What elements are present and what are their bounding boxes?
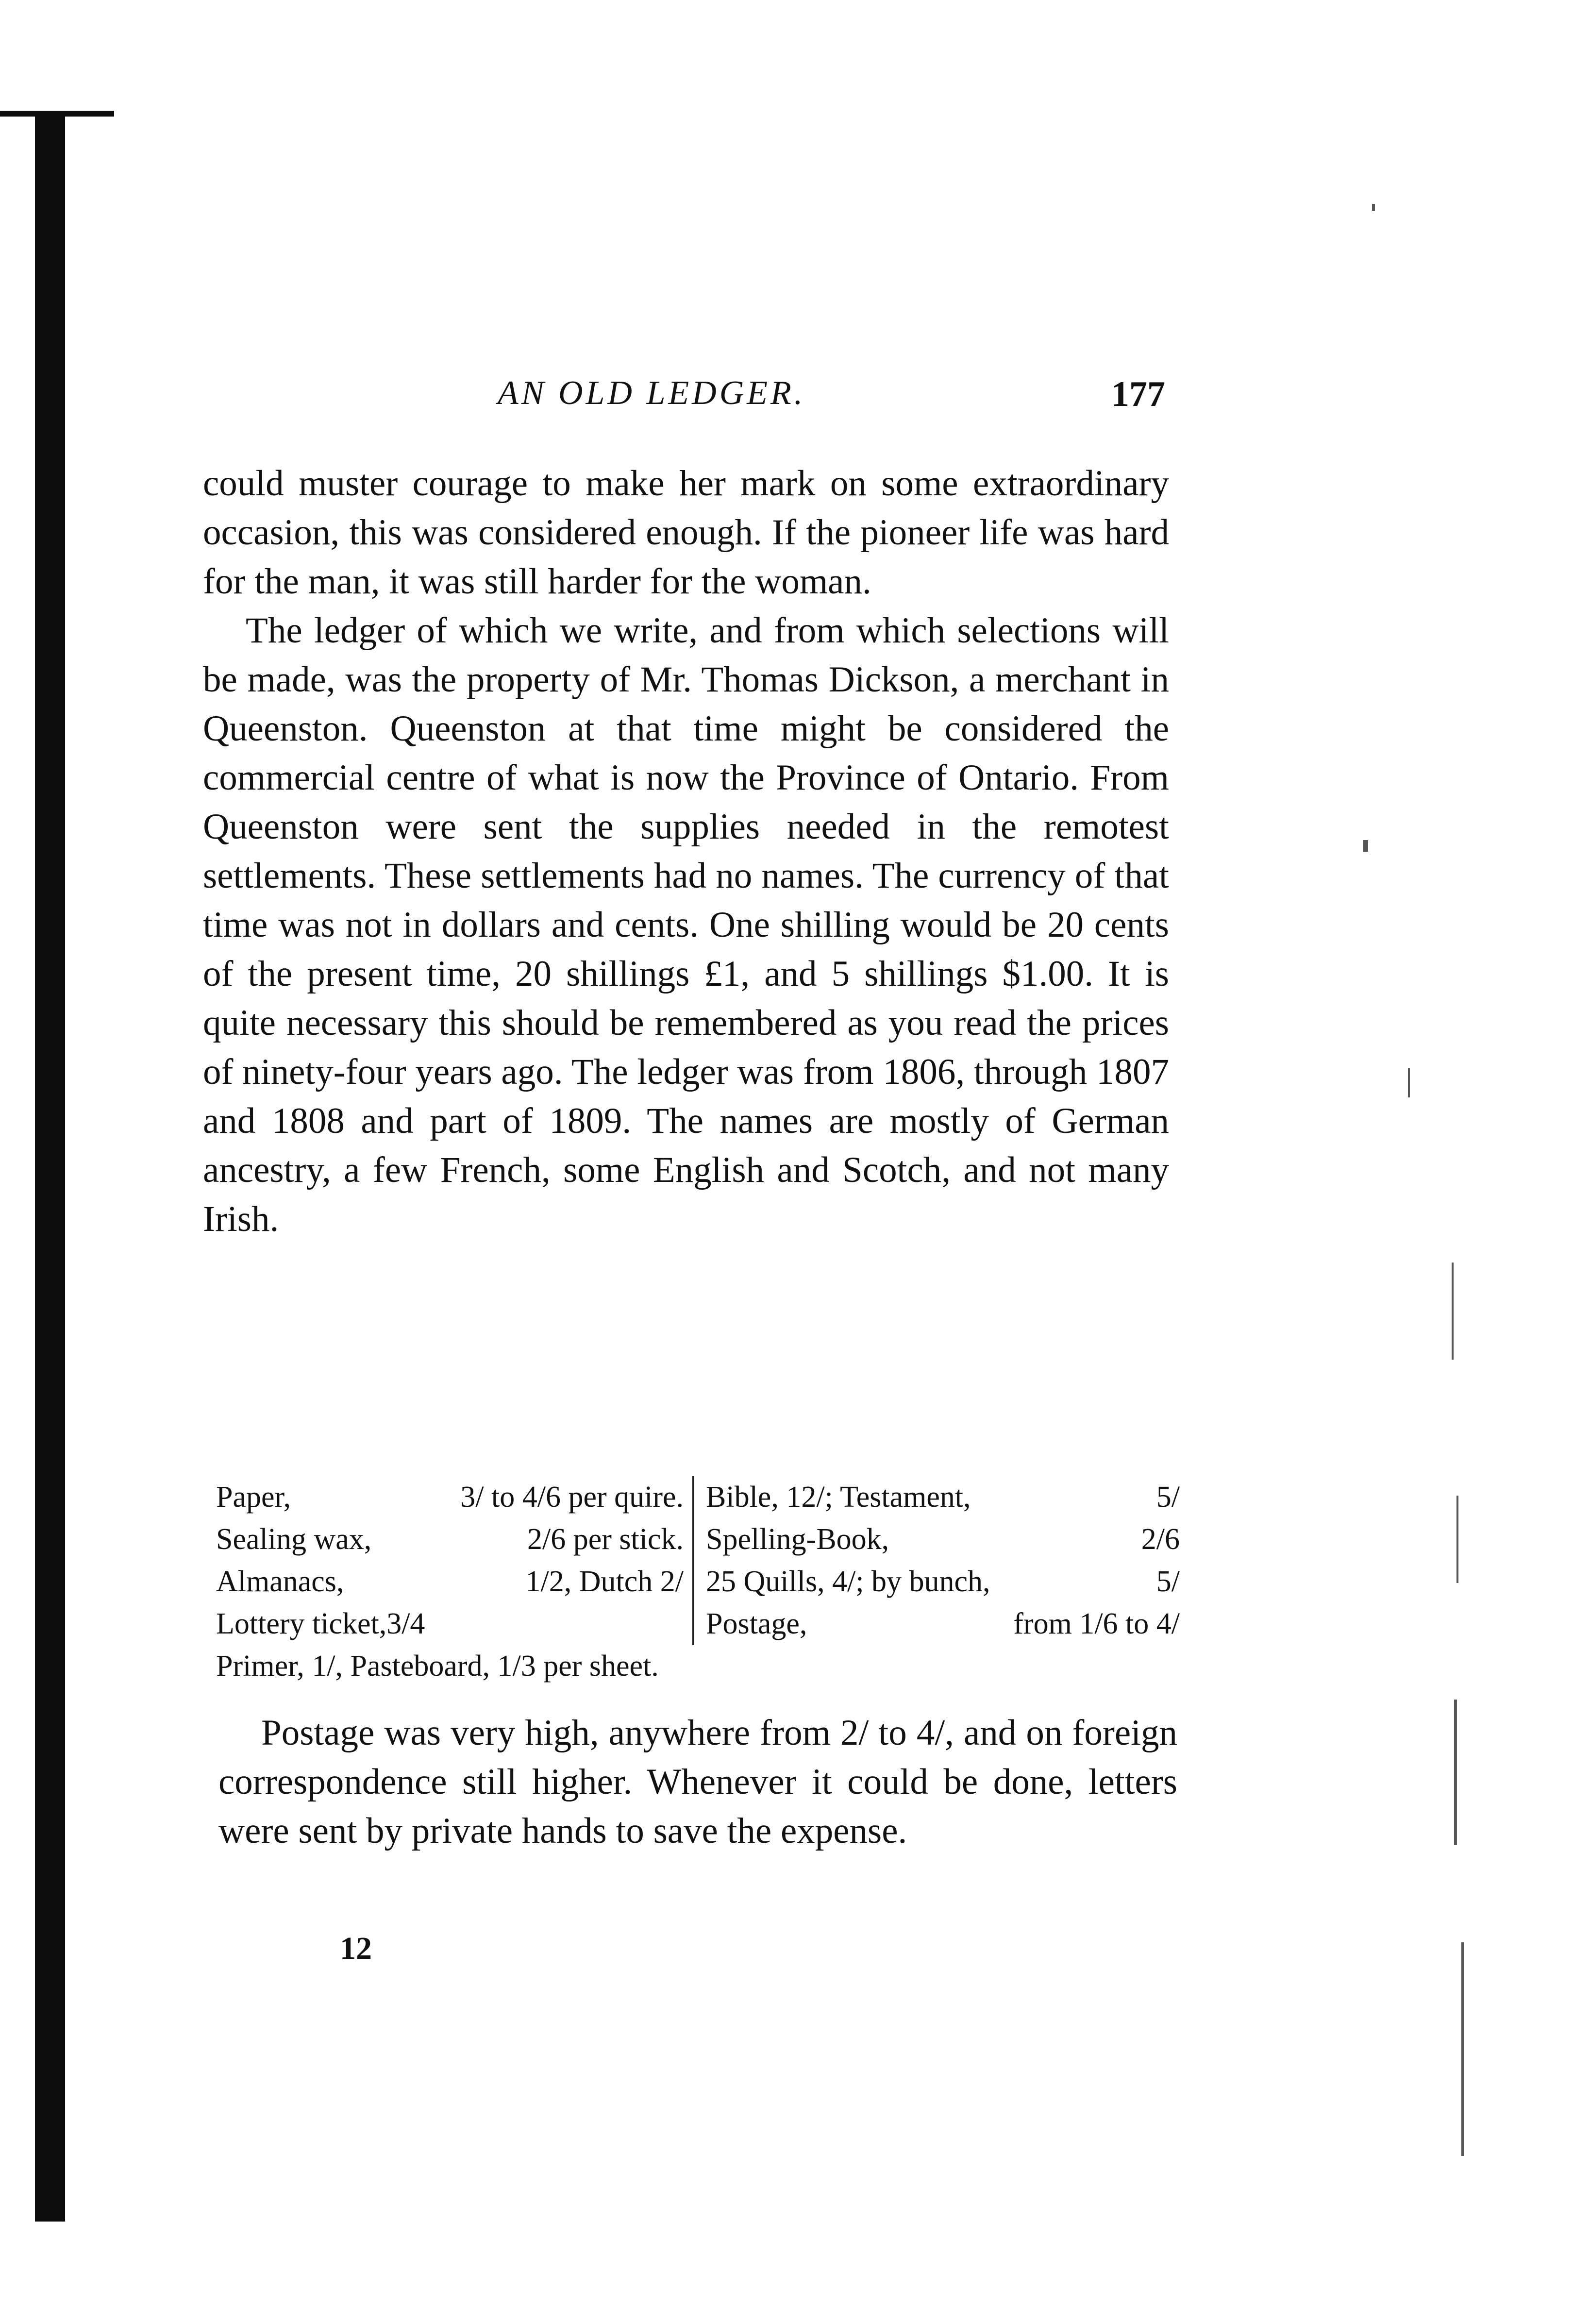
price-row: [706, 1518, 1180, 1561]
price-footer: Primer, 1/, Pasteboard, 1/3 per sheet.: [216, 1650, 659, 1683]
price-value: 5/: [1156, 1565, 1180, 1598]
price-value: 2/6: [1141, 1523, 1180, 1556]
body-text: [203, 459, 1169, 1244]
price-row: [216, 1603, 684, 1645]
price-value: 2/6 per stick.: [527, 1523, 684, 1556]
price-value: from 1/6 to 4/: [1013, 1607, 1180, 1640]
closing-text: [218, 1708, 1177, 1855]
price-item: Postage,: [706, 1607, 807, 1640]
price-row: [706, 1561, 1180, 1603]
price-row: [706, 1603, 1180, 1645]
paragraph: The ledger of which we write, and from which selections will be made, was the property of Mr. Thomas Dickson, a merchant in Queenston. Queenston at that time might be considered the commercial centre of what is now the Province of Ontario. From Queenston were sent the supplies needed in the remotest settlements. These settlements had no names. The currency of that time was not in dollars and cents. One shilling would be 20 cents of the present time, 20 shillings £1, and 5 shillings $1.00. It is quite necessary this should be remembered as you read the prices of ninety-four years ago. The ledger was from 1806, through 1807 and 1808 and part of 1809. The names are mostly of German ancestry, a few French, some English and Scotch, and not many Irish.: [203, 610, 1169, 1239]
price-row: [216, 1561, 684, 1603]
price-value: 3/ to 4/6 per quire.: [460, 1481, 684, 1514]
signature-mark: 12: [340, 1931, 372, 1966]
price-value: 5/: [1156, 1481, 1180, 1514]
running-title: AN OLD LEDGER.: [498, 374, 806, 412]
binding-edge: [35, 114, 65, 2222]
price-item: Paper,: [216, 1481, 291, 1514]
price-row: [216, 1476, 684, 1518]
price-row: [216, 1518, 684, 1561]
price-column-right: [694, 1476, 1180, 1645]
price-item: Sealing wax,: [216, 1523, 372, 1556]
scan-speck: [1454, 1700, 1457, 1845]
price-item: Spelling-Book,: [706, 1523, 889, 1556]
price-grid: [216, 1476, 1187, 1645]
paragraph: could muster courage to make her mark on some extraordinary occasion, this was considered enough. If the pioneer life was hard for the man, it was still harder for the woman.: [203, 463, 1169, 602]
scan-speck: [1372, 204, 1375, 211]
price-item: Almanacs,: [216, 1565, 344, 1598]
price-item: Bible, 12/; Testament,: [706, 1481, 971, 1514]
paragraph: Postage was very high, anywhere from 2/ to 4/, and on foreign correspondence still higher. Whenever it could be done, letters were sent by private hands to save the expense.: [218, 1713, 1177, 1851]
scan-speck: [1452, 1263, 1454, 1360]
scan-speck: [1461, 1942, 1464, 2156]
scan-speck: [1363, 840, 1368, 852]
price-row: [706, 1476, 1180, 1518]
price-item: 25 Quills, 4/; by bunch,: [706, 1565, 990, 1598]
scan-speck: [1408, 1068, 1410, 1097]
price-column-left: [216, 1476, 694, 1645]
price-value: 3/4: [386, 1607, 425, 1640]
price-item: Lottery ticket,: [216, 1607, 387, 1640]
price-list: [216, 1476, 1187, 1687]
scan-speck: [1456, 1496, 1458, 1583]
price-value: 1/2, Dutch 2/: [525, 1565, 684, 1598]
page-number: 177: [1111, 374, 1165, 414]
running-head: [204, 374, 1165, 427]
